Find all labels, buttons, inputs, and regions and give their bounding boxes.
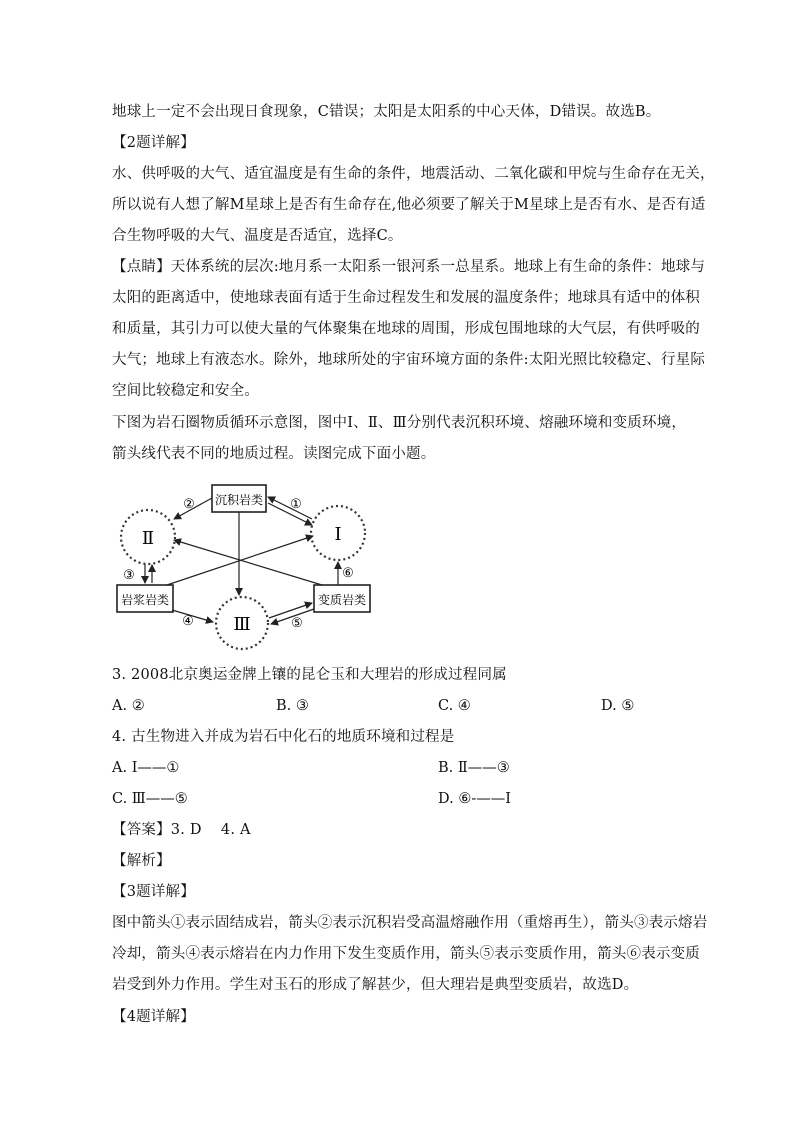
text-line: 【点睛】天体系统的层次:地月系一太阳系一银河系一总星系。地球上有生命的条件：地球与 bbox=[112, 259, 706, 275]
arrow-1-label: ① bbox=[290, 497, 302, 512]
analysis-heading: 【解析】 bbox=[112, 853, 171, 869]
question-4: 4. 古生物进入并成为岩石中化石的地质环境和过程是 bbox=[112, 729, 455, 745]
q3-option-c: C. ④ bbox=[438, 698, 471, 714]
text-line: 大气；地球上有液态水。除外，地球所处的宇宙环境方面的条件:太阳光照比较稳定、行星际 bbox=[112, 352, 706, 368]
box-metamorphic-label: 变质岩类 bbox=[317, 593, 367, 607]
section-heading: 【2题详解】 bbox=[112, 135, 195, 151]
box-magmatic-label: 岩浆岩类 bbox=[120, 593, 170, 607]
text-line: 冷却，箭头④表示熔岩在内力作用下发生变质作用，箭头⑤表示变质作用，箭头⑥表示变质 bbox=[112, 946, 700, 962]
circle-II-label: Ⅱ bbox=[141, 528, 155, 549]
text-line: 所以说有人想了解M星球上是否有生命存在,他必须要了解关于M星球上是否有水、是否有适 bbox=[112, 197, 706, 213]
circle-III-label: Ⅲ bbox=[233, 614, 251, 635]
text-line: 太阳的距离适中，使地球表面有适于生命过程发生和发展的温度条件；地球具有适中的体积 bbox=[112, 290, 700, 306]
q3-option-d: D. ⑤ bbox=[601, 698, 635, 714]
text-line: 水、供呼吸的大气、适宜温度是有生命的条件，地震活动、二氧化碳和甲烷与生命存在无关， bbox=[112, 166, 715, 182]
q3-option-b: B. ③ bbox=[276, 698, 309, 714]
arrow-meta-to-II bbox=[174, 540, 322, 585]
arrow-4-label: ④ bbox=[182, 614, 194, 629]
question-3: 3. 2008北京奥运金牌上镶的昆仑玉和大理岩的形成过程同属 bbox=[112, 667, 507, 683]
rock-cycle-diagram bbox=[112, 478, 384, 653]
arrow-6-label: ⑥ bbox=[342, 566, 354, 581]
text-line: 图中箭头①表示固结成岩，箭头②表示沉积岩受高温熔融作用（重熔再生），箭头③表示熔岩 bbox=[112, 915, 708, 931]
q4-detail-heading: 【4题详解】 bbox=[112, 1009, 195, 1025]
text-line: 岩受到外力作用。学生对玉石的形成了解甚少，但大理岩是典型变质岩，故选D。 bbox=[112, 977, 639, 993]
arrow-2-label: ② bbox=[183, 497, 195, 512]
text-line: 合生物呼吸的大气、温度是否适宜，选择C。 bbox=[112, 228, 403, 244]
q4-option-b: B. Ⅱ——③ bbox=[438, 760, 510, 776]
text-line: 空间比较稳定和安全。 bbox=[112, 383, 259, 399]
text-line: 箭头线代表不同的地质过程。读图完成下面小题。 bbox=[112, 446, 436, 462]
arrow-3-label: ③ bbox=[123, 568, 135, 583]
q4-option-d: D. ⑥-——Ⅰ bbox=[438, 791, 511, 807]
q4-option-a: A. Ⅰ——① bbox=[112, 760, 180, 776]
circle-I-label: Ⅰ bbox=[334, 524, 342, 545]
text-line: 下图为岩石圈物质循环示意图，图中Ⅰ、Ⅱ、Ⅲ分别代表沉积环境、熔融环境和变质环境， bbox=[112, 415, 687, 431]
text-line: 和质量，其引力可以使大量的气体聚集在地球的周围，形成包围地球的大气层，有供呼吸的 bbox=[112, 321, 700, 337]
box-sedimentary-label: 沉积岩类 bbox=[214, 493, 264, 507]
answer-line: 【答案】3. D 4. A bbox=[112, 822, 251, 838]
q4-option-c: C. Ⅲ——⑤ bbox=[112, 791, 188, 807]
arrow-5-label: ⑤ bbox=[291, 616, 303, 631]
q3-option-a: A. ② bbox=[112, 698, 145, 714]
text-line: 地球上一定不会出现日食现象，C错误；太阳是太阳系的中心天体，D错误。故选B。 bbox=[112, 104, 661, 120]
q3-detail-heading: 【3题详解】 bbox=[112, 884, 195, 900]
